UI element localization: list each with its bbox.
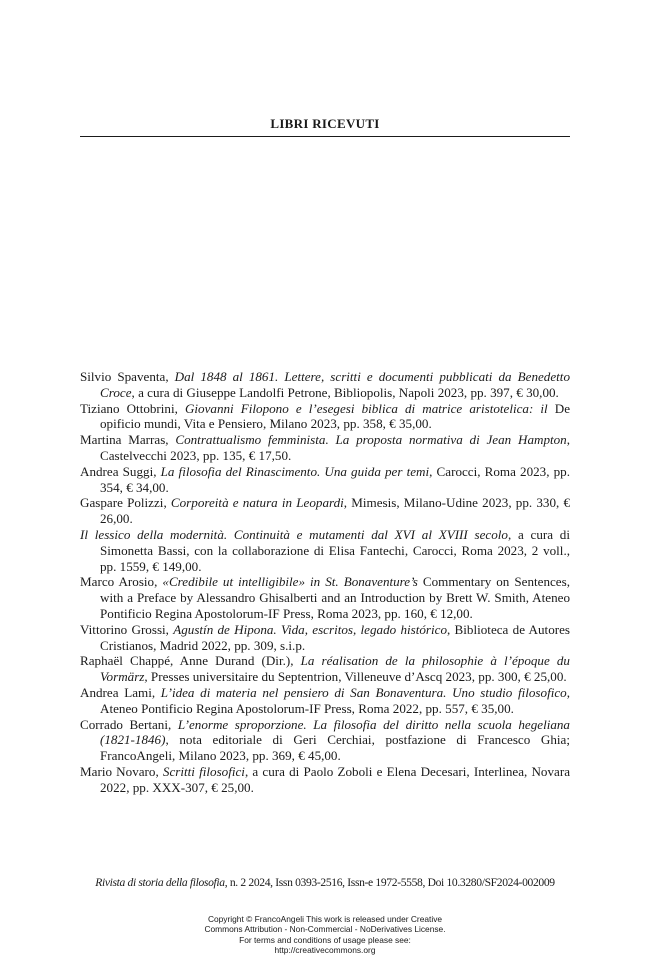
book-entry <box>80 527 570 574</box>
book-entry <box>80 369 570 401</box>
entry-title: Dal 1848 al 1861. Lettere, scritti e documenti pubblicati da Benedetto Croce <box>100 369 570 400</box>
book-entry <box>80 685 570 717</box>
journal-details: , n. 2 2024, Issn 0393-2516, Issn-e 1972-5558, Doi 10.3280/SF2024-002009 <box>224 876 555 889</box>
entry-details: , nota editoriale di Geri Cerchiai, postfazione di Francesco Ghia; FrancoAngeli, Milano 2023, pp. 369, € 45,00. <box>100 732 570 764</box>
book-entry <box>80 717 570 764</box>
entry-title: «Credibile ut intelligibile» in St. Bonaventure’s <box>162 574 418 590</box>
book-entry <box>80 401 570 433</box>
entry-details: , Castelvecchi 2023, pp. 135, € 17,50. <box>100 432 571 463</box>
entry-author: Marco Arosio, <box>80 574 163 590</box>
entry-title: Corporeità e natura in Leopardi <box>170 495 344 511</box>
entry-author: Andrea Lami, <box>80 684 161 700</box>
entry-title: Scritti filosofici <box>162 763 245 779</box>
journal-citation <box>0 876 650 889</box>
entry-details: , a cura di Simonetta Bassi, con la collaborazione di Elisa Fantechi, Carocci, Roma 2023, 2 voll., pp. 1559, € 149,00. <box>100 526 570 574</box>
entry-details: Commentary on Sentences, with a Preface by Alessandro Ghisalberti and an Introduction by Brett W. Smith, Ateneo Pontificio Regina Apostolorum-IF Press, Roma 2023, pp. 160, € 12,00. <box>100 574 570 621</box>
entry-title: Giovanni Filopono e l’esegesi biblica di matrice aristotelica: il <box>184 400 548 416</box>
entry-details: , Ateneo Pontificio Regina Apostolorum-IF Press, Roma 2022, pp. 557, € 35,00. <box>100 684 570 716</box>
entry-title: La réalisation de la philosophie à l’époque du Vormärz, <box>100 653 570 685</box>
entry-author: Gaspare Polizzi, <box>80 495 171 511</box>
book-entry <box>80 464 570 496</box>
entry-details: , a cura di Paolo Zoboli e Elena Decesari, Interlinea, Novara 2022, pp. XXX-307, € 25,00. <box>100 763 571 795</box>
entry-title: La filosofia del Rinascimento. Una guida per temi <box>160 463 430 479</box>
entry-details: , Mimesis, Milano-Udine 2023, pp. 330, € 26,00. <box>100 495 570 527</box>
entry-title: Il lessico della modernità. Continuità e mutamenti dal XVI al XVIII secolo <box>80 526 508 542</box>
entry-details: , Carocci, Roma 2023, pp. 354, € 34,00. <box>100 463 570 495</box>
book-entry <box>80 432 570 464</box>
book-list <box>80 369 570 796</box>
entry-author: Silvio Spaventa, <box>80 369 175 384</box>
journal-title: Rivista di storia della filosofia <box>95 876 225 889</box>
entry-author: Andrea Suggi, <box>80 463 161 479</box>
entry-title: L’enorme sproporzione. La filosofia del diritto nella scuola hegeliana (1821-1846) <box>100 716 570 748</box>
entry-details: De opificio mundi, Vita e Pensiero, Milano 2023, pp. 358, € 35,00. <box>100 400 571 432</box>
book-entry <box>80 653 570 685</box>
license-line: For terms and conditions of usage please see: <box>239 934 411 945</box>
entry-author: Corrado Bertani, <box>80 716 178 732</box>
entry-details: Presses universitaire du Septentrion, Villeneuve d’Ascq 2023, pp. 300, € 25,00. <box>147 669 567 685</box>
book-entry <box>80 495 570 527</box>
entry-details: , a cura di Giuseppe Landolfi Petrone, Bibliopolis, Napoli 2023, pp. 397, € 30,00. <box>131 384 559 400</box>
book-entry <box>80 622 570 654</box>
entry-author: Martina Marras, <box>80 432 176 448</box>
license-line: Copyright © FrancoAngeli This work is released under Creative <box>207 914 443 924</box>
entry-details: , Biblioteca de Autores Cristianos, Madrid 2022, pp. 309, s.i.p. <box>100 621 571 653</box>
license-notice <box>0 914 650 955</box>
book-entry <box>80 574 570 621</box>
license-link[interactable]: http://creativecommons.org <box>274 944 376 955</box>
license-line: Commons Attribution - Non-Commercial - NoDerivatives License. <box>204 924 446 935</box>
entry-title: Agustín de Hipona. Vida, escritos, legado histórico <box>173 621 448 637</box>
book-entry <box>80 764 570 796</box>
page-title: LIBRI RICEVUTI <box>270 116 380 131</box>
entry-author: Vittorino Grossi, <box>80 621 174 637</box>
entry-title: L’idea di materia nel pensiero di San Bonaventura. Uno studio filosofico <box>160 684 567 700</box>
entry-author: Tiziano Ottobrini, <box>80 400 185 416</box>
title-rule <box>80 136 570 137</box>
entry-title: Contrattualismo femminista. La proposta normativa di Jean Hampton <box>175 432 567 448</box>
entry-author: Mario Novaro, <box>80 763 163 779</box>
entry-author: Raphaël Chappé, Anne Durand (Dir.), <box>80 653 301 669</box>
